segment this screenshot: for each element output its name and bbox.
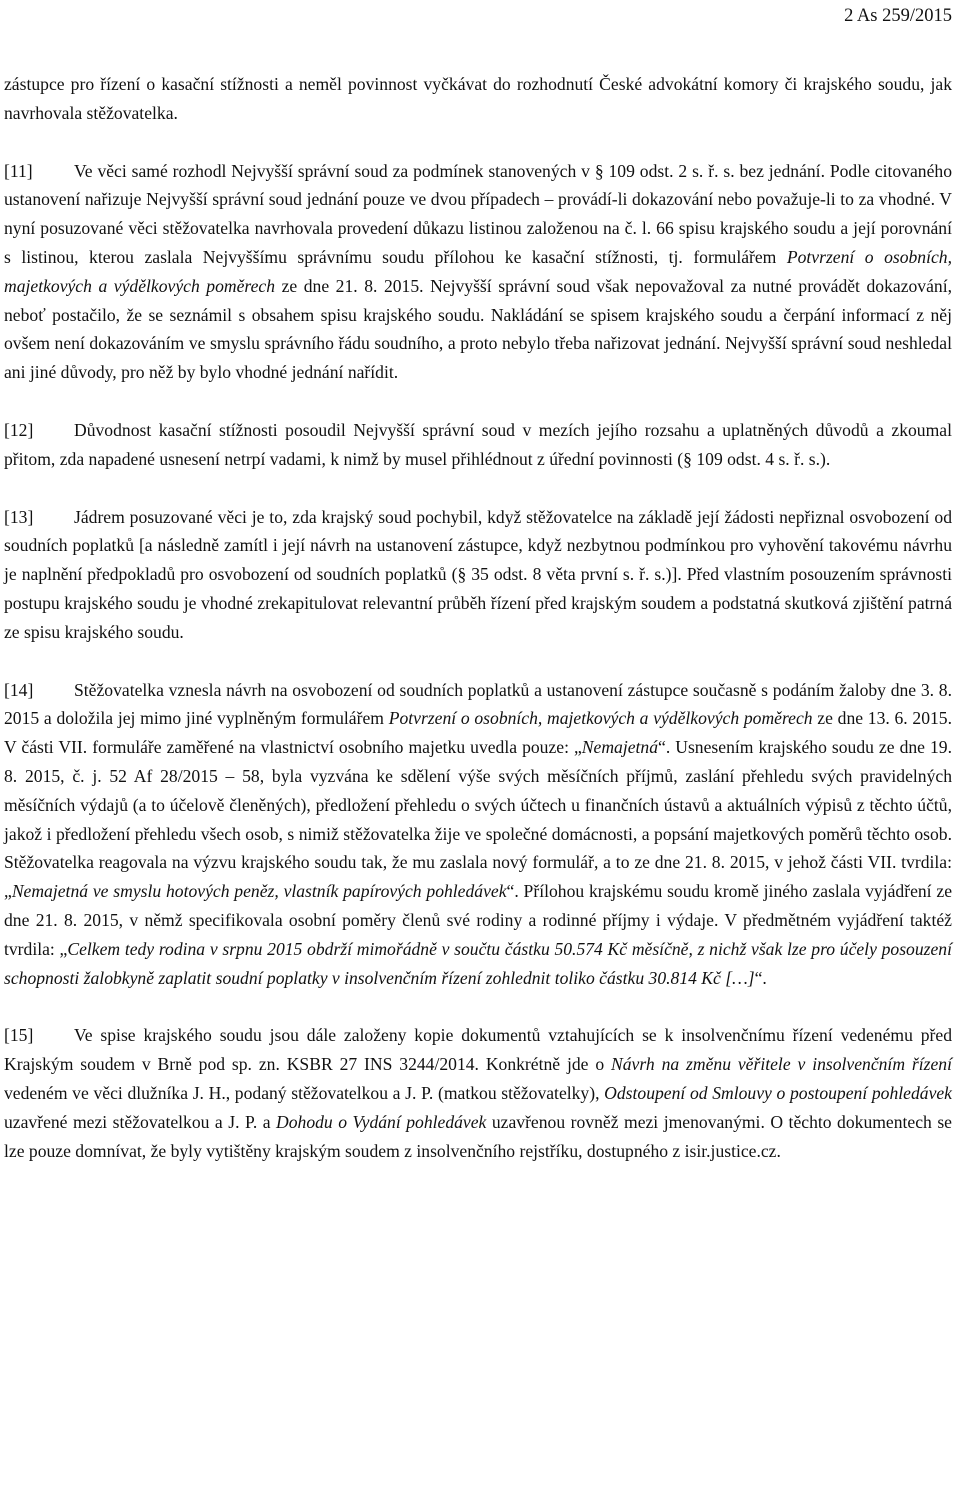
paragraph-text: ze dne 13. 6. 2015. V části VII. formuláře zaměřené na vlastnictví osobního majetku uvedla pouze: „ [4,708,952,758]
paragraph-number: [11] [4,160,33,181]
paragraph-12 [4,416,952,474]
paragraph-14 [4,676,952,993]
italic-quote: Nemajetná [581,737,659,758]
paragraph-text: uzavřenou rovněž mezi jmenovanými. O těchto dokumentech se lze pouze domnívat, že byly vytištěny krajským soudem z insolvenčního rejstříku, dostupného z isir.justice.cz. [4,1111,952,1161]
paragraph-continuation: zástupce pro řízení o kasační stížnosti a neměl povinnost vyčkávat do rozhodnutí České advokátní komory či krajského soudu, jak navrhovala stěžovatelka. [4,74,952,123]
paragraph-15 [4,1021,952,1165]
paragraph-text: Jádrem posuzované věci je to, zda krajský soud pochybil, když stěžovatelce na základě její žádosti nepřiznal osvobození od soudních poplatků [a následně zamítl i její návrh na ustanovení zástupce, když nezbytnou podmínkou pro vyhovění takovému návrhu je naplnění předpokladů pro osvobození od soudních poplatků (§ 35 odst. 8 věta první s. ř. s.)]. Před vlastním posouzením správnosti postupu krajského soudu je vhodné zrekapitulovat relevantní průběh řízení před krajským soudem a podstatná skutková zjištění patrná ze spisu krajského soudu. [4,506,952,642]
paragraph-text: uzavřené mezi stěžovatelkou a J. P. a [4,1111,277,1132]
paragraph-text: “. Usnesením krajského soudu ze dne 19. 8. 2015, č. j. 52 Af 28/2015 – 58, byla vyzvána ke sdělení výše svých měsíčních příjmů, zaslání přehledu svých pravidelných měsíčních výdajů (a to účelově členěných), předložení přehledu o svých účtech u finančních ústavů a aktuálních výpisů z těchto účtů, jakož i předložení přehledu všech osob, s nimiž stěžovatelka žije ve společné domácnosti, a popsání majetkových poměrů těchto osob. Stěžovatelka reagovala na výzvu krajského soudu tak, že mu zaslala nový formulář, a to ze dne 21. 8. 2015, v jehož části VII. tvrdila: „ [4,737,952,902]
paragraph-number: [13] [4,506,34,527]
paragraph-text: Ve věci samé rozhodl Nejvyšší správní soud za podmínek stanovených v § 109 odst. 2 s. ř. s. bez jednání. Podle citovaného ustanovení nařizuje Nejvyšší správní soud jednání pouze ve dvou případech – provádí-li dokazování nebo považuje-li to za vhodné. V nyní posuzované věci stěžovatelka navrhovala provedení důkazu listinou založenou na č. l. 66 spisu krajského soudu a její porovnání s listinou, kterou zaslala Nejvyššímu správnímu soudu přílohou ke kasační stížnosti, tj. formulářem [4,160,952,267]
paragraph-text: ze dne 21. 8. 2015. Nejvyšší správní soud však nepovažoval za nutné provádět dokazování, neboť postačilo, že se seznámil s obsahem spisu krajského soudu. Nakládání se spisem krajského soudu a čerpání informací z něj ovšem není dokazováním ve smyslu správního řádu soudního, a proto nebylo třeba nařizovat jednání. Nejvyšší správní soud neshledal ani jiné důvody, pro něž by bylo vhodné jednání nařídit. [4,275,952,383]
paragraph-number: [12] [4,419,34,440]
document-body [4,70,952,1194]
paragraph-number: [14] [4,679,34,700]
italic-quote: Celkem tedy rodina v srpnu 2015 obdrží mimořádně v součtu částku 50.574 Kč měsíčně, z nichž však lze pro účely posouzení schopnosti žalobkyně zaplatit soudní poplatky v insolvenčním řízení zohlednit toliko částku 30.814 Kč […] [4,938,952,988]
paragraph-text: “. Přílohou krajskému soudu kromě jiného zaslala vyjádření ze dne 21. 8. 2015, v němž specifikovala osobní poměry členů své rodiny a rodinné příjmy i výdaje. V předmětném vyjádření taktéž tvrdila: „ [4,881,953,959]
paragraph-text: Důvodnost kasační stížnosti posoudil Nejvyšší správní soud v mezích jejího rozsahu a uplatněných důvodů a zkoumal přitom, zda napadené usnesení netrpí vadami, k nimž by musel přihlédnout z úřední povinnosti (§ 109 odst. 4 s. ř. s.). [4,419,952,469]
italic-form-title: Potvrzení o osobních, majetkových a výdělkových poměrech [388,708,813,729]
case-number: 2 As 259/2015 [844,6,952,26]
paragraph-13 [4,503,952,647]
paragraph-text: “. [754,967,767,988]
paragraph-number: [15] [4,1025,34,1046]
italic-form-title: Potvrzení o osobních, majetkových a výdělkových poměrech [4,246,952,296]
paragraph-text: Ve spise krajského soudu jsou dále založeny kopie dokumentů vztahujících se k insolvenčnímu řízení vedenému před Krajským soudem v Brně pod sp. zn. KSBR 27 INS 3244/2014. Konkrétně jde o [4,1025,952,1075]
italic-document-title: Odstoupení od Smlouvy o postoupení pohledávek [604,1082,952,1103]
italic-quote: Nemajetná ve smyslu hotových peněz, vlastník papírových pohledávek [11,881,507,902]
italic-document-title: Dohodu o Vydání pohledávek [276,1111,487,1132]
italic-document-title: Návrh na změnu věřitele v insolvenčním řízení [611,1054,952,1075]
paragraph-11 [4,157,952,387]
paragraph-text: Stěžovatelka vznesla návrh na osvobození od soudních poplatků a ustanovení zástupce současně s podáním žaloby dne 3. 8. 2015 a doložila jej mimo jiné vyplněným formulářem [4,679,952,729]
paragraph-text: vedeném ve věci dlužníka J. H., podaný stěžovatelkou a J. P. (matkou stěžovatelky), [4,1082,605,1103]
